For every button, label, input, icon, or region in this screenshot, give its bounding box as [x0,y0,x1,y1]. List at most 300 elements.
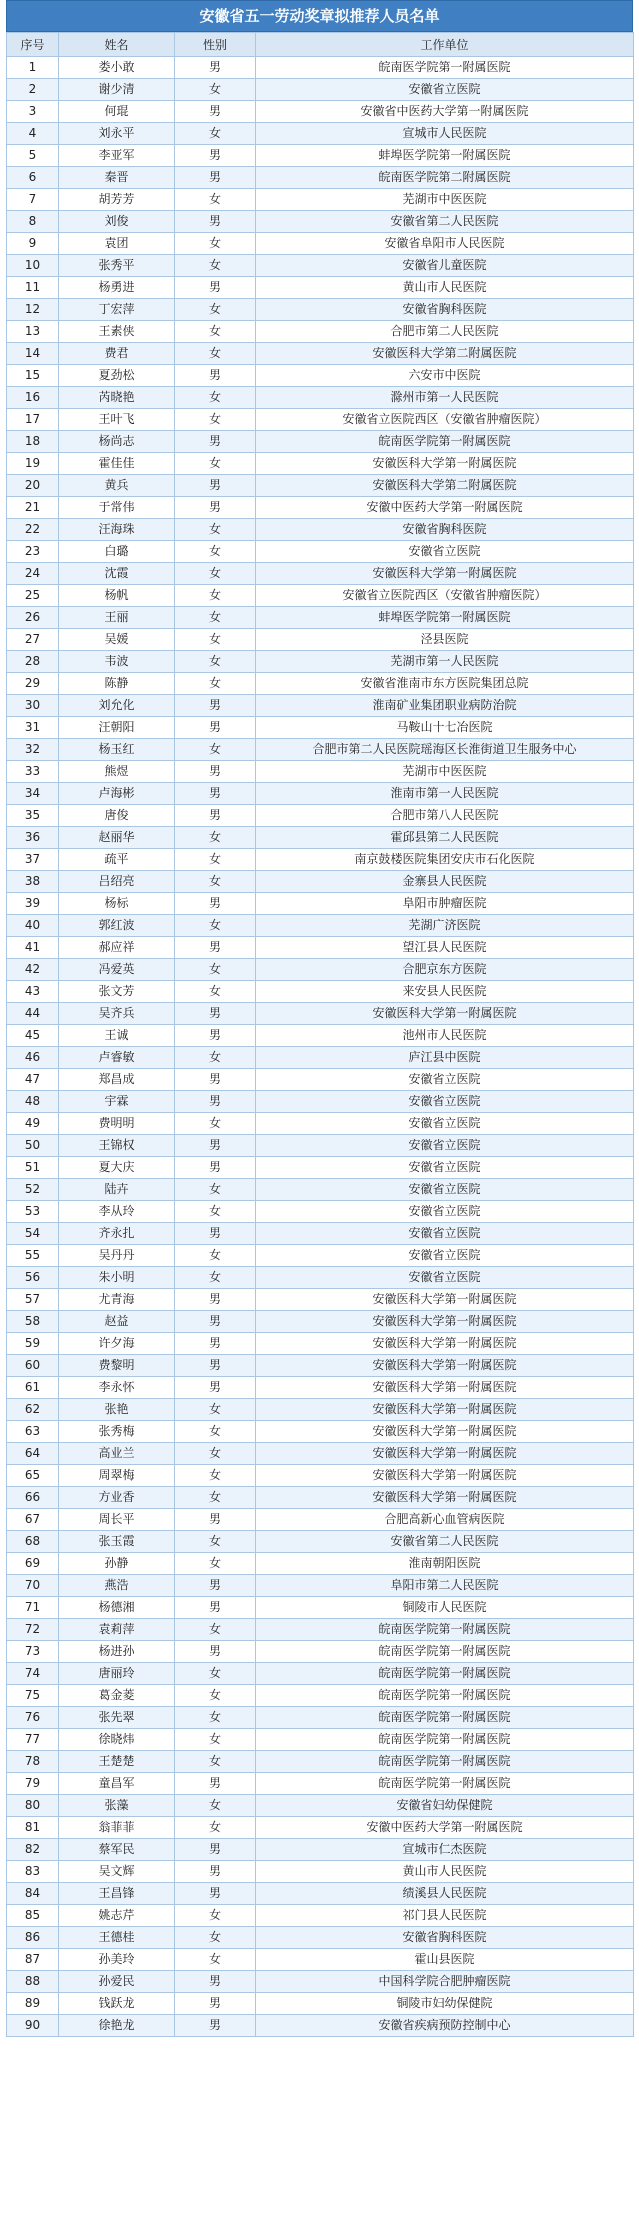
person-name-cell: 吴文辉 [59,1861,175,1883]
person-name-cell: 杨玉红 [59,739,175,761]
table-row [7,1949,634,1971]
workplace-cell: 霍山县医院 [256,1949,634,1971]
workplace-cell: 皖南医学院第一附属医院 [256,1685,634,1707]
table-row [7,497,634,519]
table-row [7,409,634,431]
row-index-cell: 61 [7,1377,59,1399]
gender-cell: 女 [175,541,256,563]
person-name-cell: 赵丽华 [59,827,175,849]
workplace-cell: 安徽省立医院 [256,1135,634,1157]
table-row [7,1201,634,1223]
table-row [7,827,634,849]
person-name-cell: 孙静 [59,1553,175,1575]
workplace-cell: 阜阳市第二人民医院 [256,1575,634,1597]
workplace-cell: 安徽医科大学第二附属医院 [256,343,634,365]
table-row [7,871,634,893]
person-name-cell: 郝应祥 [59,937,175,959]
gender-cell: 女 [175,321,256,343]
row-index-cell: 62 [7,1399,59,1421]
person-name-cell: 刘俊 [59,211,175,233]
table-row [7,453,634,475]
gender-cell: 男 [175,1597,256,1619]
table-row [7,1905,634,1927]
workplace-cell: 皖南医学院第一附属医院 [256,1751,634,1773]
row-index-cell: 37 [7,849,59,871]
person-name-cell: 姚志芹 [59,1905,175,1927]
person-name-cell: 钱跃龙 [59,1993,175,2015]
row-index-cell: 77 [7,1729,59,1751]
person-name-cell: 郭红波 [59,915,175,937]
person-name-cell: 李从玲 [59,1201,175,1223]
table-row [7,2015,634,2037]
person-name-cell: 黄兵 [59,475,175,497]
workplace-cell: 蚌埠医学院第一附属医院 [256,145,634,167]
table-row [7,1223,634,1245]
workplace-cell: 淮南矿业集团职业病防治院 [256,695,634,717]
workplace-cell: 合肥市第二人民医院瑶海区长淮街道卫生服务中心 [256,739,634,761]
person-name-cell: 吴丹丹 [59,1245,175,1267]
row-index-cell: 6 [7,167,59,189]
person-name-cell: 刘永平 [59,123,175,145]
gender-cell: 男 [175,1993,256,2015]
person-name-cell: 李亚军 [59,145,175,167]
workplace-cell: 合肥京东方医院 [256,959,634,981]
gender-cell: 男 [175,1135,256,1157]
gender-cell: 男 [175,1157,256,1179]
workplace-cell: 合肥市第八人民医院 [256,805,634,827]
table-row [7,1531,634,1553]
gender-cell: 女 [175,79,256,101]
workplace-cell: 芜湖广济医院 [256,915,634,937]
header-index: 序号 [7,33,59,57]
row-index-cell: 68 [7,1531,59,1553]
gender-cell: 男 [175,1333,256,1355]
row-index-cell: 80 [7,1795,59,1817]
table-row [7,1069,634,1091]
person-name-cell: 郑昌成 [59,1069,175,1091]
person-name-cell: 杨尚志 [59,431,175,453]
table-row [7,1597,634,1619]
workplace-cell: 安徽医科大学第一附属医院 [256,1355,634,1377]
row-index-cell: 76 [7,1707,59,1729]
roster-body [7,57,634,2037]
table-row [7,277,634,299]
gender-cell: 男 [175,805,256,827]
gender-cell: 女 [175,1443,256,1465]
table-row [7,1179,634,1201]
gender-cell: 女 [175,1267,256,1289]
person-name-cell: 杨帆 [59,585,175,607]
table-row [7,1399,634,1421]
gender-cell: 女 [175,1047,256,1069]
table-row [7,915,634,937]
document-title: 安徽省五一劳动奖章拟推荐人员名单 [6,0,633,32]
workplace-cell: 安徽医科大学第一附属医院 [256,1333,634,1355]
header-gender: 性别 [175,33,256,57]
gender-cell: 女 [175,629,256,651]
table-row [7,211,634,233]
workplace-cell: 皖南医学院第一附属医院 [256,57,634,79]
table-row [7,255,634,277]
gender-cell: 女 [175,1751,256,1773]
header-workplace: 工作单位 [256,33,634,57]
person-name-cell: 翁菲菲 [59,1817,175,1839]
gender-cell: 女 [175,123,256,145]
table-row [7,189,634,211]
person-name-cell: 吴媛 [59,629,175,651]
table-row [7,233,634,255]
row-index-cell: 47 [7,1069,59,1091]
gender-cell: 女 [175,233,256,255]
table-row [7,541,634,563]
table-row [7,1883,634,1905]
person-name-cell: 王锦权 [59,1135,175,1157]
workplace-cell: 安徽省阜阳市人民医院 [256,233,634,255]
workplace-cell: 安徽省立医院西区（安徽省肿瘤医院） [256,585,634,607]
row-index-cell: 33 [7,761,59,783]
row-index-cell: 82 [7,1839,59,1861]
row-index-cell: 81 [7,1817,59,1839]
person-name-cell: 夏大庆 [59,1157,175,1179]
table-row [7,607,634,629]
gender-cell: 女 [175,1795,256,1817]
workplace-cell: 安徽医科大学第二附属医院 [256,475,634,497]
gender-cell: 女 [175,343,256,365]
table-row [7,959,634,981]
table-row [7,1795,634,1817]
gender-cell: 男 [175,1223,256,1245]
row-index-cell: 22 [7,519,59,541]
row-index-cell: 88 [7,1971,59,1993]
gender-cell: 女 [175,1927,256,1949]
gender-cell: 男 [175,1883,256,1905]
gender-cell: 男 [175,145,256,167]
row-index-cell: 89 [7,1993,59,2015]
row-index-cell: 36 [7,827,59,849]
row-index-cell: 25 [7,585,59,607]
person-name-cell: 蔡军民 [59,1839,175,1861]
gender-cell: 男 [175,497,256,519]
workplace-cell: 皖南医学院第一附属医院 [256,431,634,453]
workplace-cell: 庐江县中医院 [256,1047,634,1069]
workplace-cell: 来安县人民医院 [256,981,634,1003]
gender-cell: 女 [175,673,256,695]
person-name-cell: 李永怀 [59,1377,175,1399]
row-index-cell: 2 [7,79,59,101]
gender-cell: 男 [175,1355,256,1377]
workplace-cell: 安徽医科大学第一附属医院 [256,1377,634,1399]
gender-cell: 女 [175,607,256,629]
table-row [7,1047,634,1069]
person-name-cell: 于常伟 [59,497,175,519]
row-index-cell: 1 [7,57,59,79]
workplace-cell: 安徽中医药大学第一附属医院 [256,497,634,519]
row-index-cell: 27 [7,629,59,651]
row-index-cell: 64 [7,1443,59,1465]
table-row [7,1971,634,1993]
row-index-cell: 45 [7,1025,59,1047]
person-name-cell: 吴齐兵 [59,1003,175,1025]
workplace-cell: 安徽省淮南市东方医院集团总院 [256,673,634,695]
gender-cell: 女 [175,1113,256,1135]
workplace-cell: 皖南医学院第一附属医院 [256,1773,634,1795]
table-row [7,1135,634,1157]
workplace-cell: 安徽省立医院 [256,1069,634,1091]
header-name: 姓名 [59,33,175,57]
person-name-cell: 朱小明 [59,1267,175,1289]
person-name-cell: 何琨 [59,101,175,123]
workplace-cell: 安徽医科大学第一附属医院 [256,1311,634,1333]
person-name-cell: 杨德湘 [59,1597,175,1619]
gender-cell: 女 [175,1245,256,1267]
row-index-cell: 19 [7,453,59,475]
person-name-cell: 齐永扎 [59,1223,175,1245]
row-index-cell: 35 [7,805,59,827]
row-index-cell: 41 [7,937,59,959]
row-index-cell: 34 [7,783,59,805]
gender-cell: 女 [175,1663,256,1685]
workplace-cell: 安徽省第二人民医院 [256,1531,634,1553]
workplace-cell: 黄山市人民医院 [256,277,634,299]
person-name-cell: 刘允化 [59,695,175,717]
row-index-cell: 31 [7,717,59,739]
table-row [7,1355,634,1377]
person-name-cell: 张秀平 [59,255,175,277]
workplace-cell: 安徽省妇幼保健院 [256,1795,634,1817]
gender-cell: 男 [175,1311,256,1333]
workplace-cell: 安徽省立医院 [256,541,634,563]
gender-cell: 女 [175,563,256,585]
workplace-cell: 宣城市仁杰医院 [256,1839,634,1861]
gender-cell: 女 [175,739,256,761]
row-index-cell: 57 [7,1289,59,1311]
row-index-cell: 42 [7,959,59,981]
row-index-cell: 70 [7,1575,59,1597]
table-row [7,299,634,321]
person-name-cell: 袁莉萍 [59,1619,175,1641]
row-index-cell: 73 [7,1641,59,1663]
row-index-cell: 11 [7,277,59,299]
gender-cell: 男 [175,57,256,79]
table-row [7,145,634,167]
workplace-cell: 皖南医学院第一附属医院 [256,1729,634,1751]
person-name-cell: 丁宏萍 [59,299,175,321]
table-row [7,893,634,915]
workplace-cell: 皖南医学院第一附属医院 [256,1641,634,1663]
table-row [7,1333,634,1355]
workplace-cell: 安徽中医药大学第一附属医院 [256,1817,634,1839]
table-row [7,1289,634,1311]
person-name-cell: 方业香 [59,1487,175,1509]
row-index-cell: 18 [7,431,59,453]
header-row [7,33,634,57]
row-index-cell: 87 [7,1949,59,1971]
gender-cell: 男 [175,277,256,299]
table-row [7,585,634,607]
table-row [7,519,634,541]
gender-cell: 男 [175,761,256,783]
person-name-cell: 卢睿敏 [59,1047,175,1069]
person-name-cell: 秦晋 [59,167,175,189]
workplace-cell: 淮南市第一人民医院 [256,783,634,805]
person-name-cell: 燕浩 [59,1575,175,1597]
person-name-cell: 娄小敢 [59,57,175,79]
gender-cell: 女 [175,1905,256,1927]
person-name-cell: 许夕海 [59,1333,175,1355]
table-row [7,563,634,585]
person-name-cell: 杨进孙 [59,1641,175,1663]
gender-cell: 男 [175,937,256,959]
person-name-cell: 王丽 [59,607,175,629]
person-name-cell: 童昌军 [59,1773,175,1795]
person-name-cell: 杨勇进 [59,277,175,299]
person-name-cell: 王德桂 [59,1927,175,1949]
person-name-cell: 宇霖 [59,1091,175,1113]
table-row [7,937,634,959]
workplace-cell: 祁门县人民医院 [256,1905,634,1927]
gender-cell: 女 [175,1487,256,1509]
gender-cell: 男 [175,1003,256,1025]
gender-cell: 男 [175,1377,256,1399]
person-name-cell: 王叶飞 [59,409,175,431]
workplace-cell: 蚌埠医学院第一附属医院 [256,607,634,629]
row-index-cell: 23 [7,541,59,563]
table-row [7,343,634,365]
table-row [7,123,634,145]
person-name-cell: 胡芳芳 [59,189,175,211]
table-row [7,739,634,761]
gender-cell: 男 [175,1861,256,1883]
gender-cell: 女 [175,1465,256,1487]
workplace-cell: 铜陵市人民医院 [256,1597,634,1619]
table-row [7,849,634,871]
person-name-cell: 赵益 [59,1311,175,1333]
gender-cell: 女 [175,981,256,1003]
workplace-cell: 安徽省立医院 [256,79,634,101]
workplace-cell: 安徽省立医院 [256,1201,634,1223]
table-row [7,1861,634,1883]
table-row [7,1817,634,1839]
gender-cell: 男 [175,1289,256,1311]
row-index-cell: 9 [7,233,59,255]
workplace-cell: 铜陵市妇幼保健院 [256,1993,634,2015]
workplace-cell: 绩溪县人民医院 [256,1883,634,1905]
person-name-cell: 卢海彬 [59,783,175,805]
table-row [7,1091,634,1113]
row-index-cell: 84 [7,1883,59,1905]
person-name-cell: 周翠梅 [59,1465,175,1487]
workplace-cell: 池州市人民医院 [256,1025,634,1047]
table-row [7,981,634,1003]
workplace-cell: 黄山市人民医院 [256,1861,634,1883]
table-row [7,717,634,739]
gender-cell: 女 [175,1531,256,1553]
person-name-cell: 韦波 [59,651,175,673]
table-row [7,1685,634,1707]
workplace-cell: 安徽省胸科医院 [256,1927,634,1949]
row-index-cell: 71 [7,1597,59,1619]
person-name-cell: 陆卉 [59,1179,175,1201]
gender-cell: 男 [175,2015,256,2037]
person-name-cell: 白璐 [59,541,175,563]
row-index-cell: 51 [7,1157,59,1179]
table-row [7,1311,634,1333]
gender-cell: 女 [175,1707,256,1729]
workplace-cell: 安徽医科大学第一附属医院 [256,1003,634,1025]
table-row [7,475,634,497]
table-row [7,1729,634,1751]
gender-cell: 男 [175,1069,256,1091]
gender-cell: 女 [175,1729,256,1751]
gender-cell: 女 [175,959,256,981]
workplace-cell: 皖南医学院第一附属医院 [256,1663,634,1685]
row-index-cell: 13 [7,321,59,343]
gender-cell: 女 [175,519,256,541]
row-index-cell: 58 [7,1311,59,1333]
table-row [7,79,634,101]
row-index-cell: 38 [7,871,59,893]
person-name-cell: 张艳 [59,1399,175,1421]
person-name-cell: 汪朝阳 [59,717,175,739]
row-index-cell: 5 [7,145,59,167]
gender-cell: 女 [175,255,256,277]
table-row [7,1509,634,1531]
table-row [7,673,634,695]
table-row [7,783,634,805]
table-row [7,1927,634,1949]
gender-cell: 女 [175,1817,256,1839]
row-index-cell: 24 [7,563,59,585]
person-name-cell: 霍佳佳 [59,453,175,475]
workplace-cell: 安徽省立医院 [256,1179,634,1201]
gender-cell: 女 [175,387,256,409]
table-row [7,1465,634,1487]
row-index-cell: 17 [7,409,59,431]
table-row [7,1113,634,1135]
workplace-cell: 安徽医科大学第一附属医院 [256,1289,634,1311]
person-name-cell: 冯爱英 [59,959,175,981]
workplace-cell: 安徽医科大学第一附属医院 [256,1443,634,1465]
gender-cell: 男 [175,1509,256,1531]
table-row [7,1773,634,1795]
table-row [7,1993,634,2015]
row-index-cell: 74 [7,1663,59,1685]
workplace-cell: 安徽省立医院西区（安徽省肿瘤医院） [256,409,634,431]
table-row [7,1157,634,1179]
gender-cell: 男 [175,1091,256,1113]
table-row [7,1443,634,1465]
row-index-cell: 86 [7,1927,59,1949]
person-name-cell: 张秀梅 [59,1421,175,1443]
gender-cell: 男 [175,431,256,453]
row-index-cell: 40 [7,915,59,937]
row-index-cell: 43 [7,981,59,1003]
row-index-cell: 30 [7,695,59,717]
person-name-cell: 徐艳龙 [59,2015,175,2037]
row-index-cell: 78 [7,1751,59,1773]
table-row [7,1003,634,1025]
gender-cell: 男 [175,167,256,189]
gender-cell: 男 [175,1025,256,1047]
gender-cell: 女 [175,299,256,321]
person-name-cell: 夏劲松 [59,365,175,387]
gender-cell: 女 [175,1553,256,1575]
person-name-cell: 王素侠 [59,321,175,343]
workplace-cell: 安徽医科大学第一附属医院 [256,1399,634,1421]
workplace-cell: 芜湖市第一人民医院 [256,651,634,673]
workplace-cell: 合肥市第二人民医院 [256,321,634,343]
table-row [7,1707,634,1729]
